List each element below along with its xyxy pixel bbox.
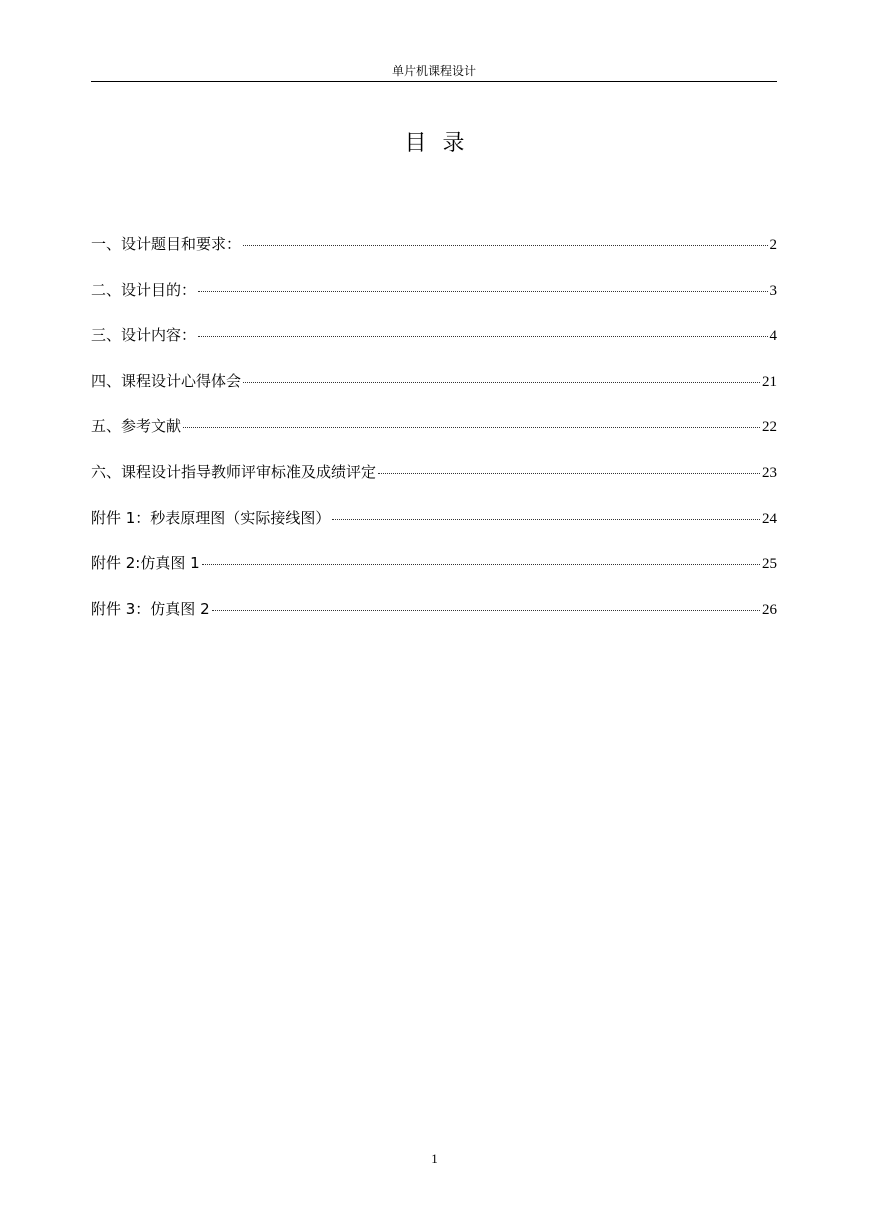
toc-dot-leader bbox=[243, 382, 760, 383]
toc-entry-page: 4 bbox=[769, 328, 777, 345]
toc-entry-label: 一、设计题目和要求： bbox=[91, 235, 242, 253]
toc-entry-page: 25 bbox=[762, 556, 777, 573]
toc-entry-label: 五、参考文献 bbox=[91, 417, 182, 436]
toc-dot-leader bbox=[183, 427, 760, 428]
toc-entry[interactable] bbox=[91, 323, 777, 369]
toc-entry-label: 四、课程设计心得体会 bbox=[91, 371, 242, 390]
toc-entry-page: 3 bbox=[769, 282, 777, 299]
page-number: 1 bbox=[431, 1151, 438, 1166]
toc-entry-page: 2 bbox=[769, 237, 777, 253]
toc-dot-leader bbox=[243, 245, 767, 246]
toc-dot-leader bbox=[198, 336, 767, 337]
toc-entry[interactable] bbox=[91, 460, 777, 506]
toc-entry[interactable] bbox=[91, 278, 777, 324]
toc-entry-label: 二、设计目的： bbox=[91, 280, 197, 299]
toc-dot-leader bbox=[378, 473, 760, 474]
toc-entry[interactable] bbox=[91, 414, 777, 460]
toc-dot-leader bbox=[332, 519, 760, 520]
running-header: 单片机课程设计 bbox=[391, 64, 476, 78]
toc-entry-page: 24 bbox=[762, 510, 777, 527]
toc-title: 目录 bbox=[404, 131, 481, 156]
toc-entry-page: 23 bbox=[762, 464, 777, 481]
toc-entry-label: 附件 3：仿真图 2 bbox=[91, 599, 210, 618]
toc-entry-label: 附件 1：秒表原理图（实际接线图） bbox=[91, 508, 331, 527]
toc-entry-page: 26 bbox=[762, 601, 777, 618]
toc-entry-label: 三、设计内容： bbox=[91, 326, 197, 345]
toc-entry[interactable] bbox=[91, 506, 777, 552]
toc-dot-leader bbox=[212, 610, 760, 611]
header-rule bbox=[91, 81, 777, 82]
toc-dot-leader bbox=[198, 291, 767, 292]
toc-entry[interactable] bbox=[91, 551, 777, 597]
toc-entry-label: 附件 2:仿真图 1 bbox=[91, 554, 200, 573]
toc-entry[interactable] bbox=[91, 597, 777, 643]
toc-entry-label: 六、课程设计指导教师评审标准及成绩评定 bbox=[91, 462, 377, 481]
toc-entry-page: 21 bbox=[762, 373, 777, 390]
toc-list bbox=[91, 232, 777, 642]
toc-entry[interactable] bbox=[91, 369, 777, 415]
toc-entry[interactable] bbox=[91, 232, 777, 278]
toc-dot-leader bbox=[202, 564, 760, 565]
toc-entry-page: 22 bbox=[762, 419, 777, 436]
